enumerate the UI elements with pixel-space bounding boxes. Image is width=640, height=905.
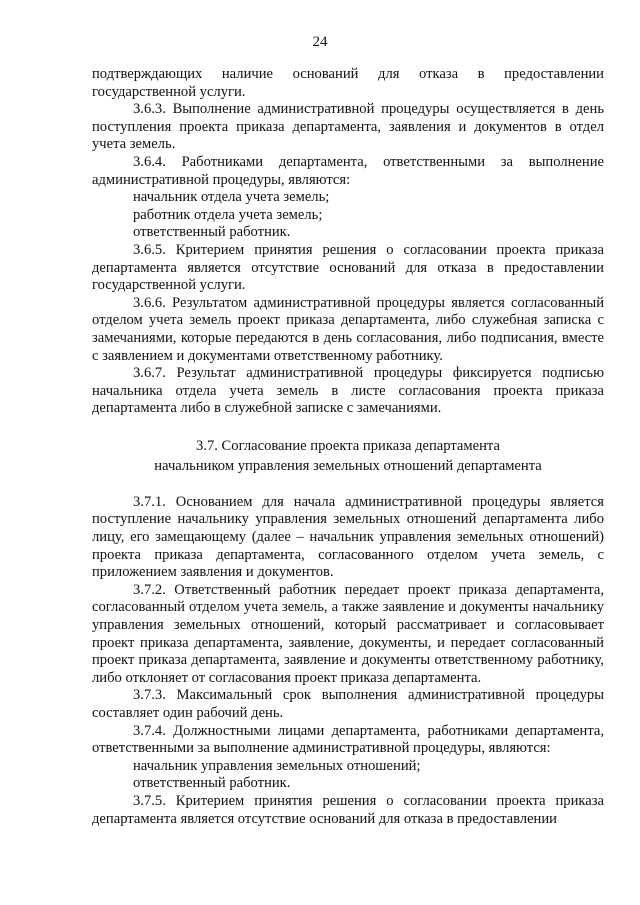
section-heading-3-7	[92, 436, 604, 476]
section-heading-line-1: 3.7. Согласование проекта приказа департамента	[196, 437, 500, 454]
paragraph-continuation: подтверждающих наличие оснований для отказа в предоставлении государственной услуги.	[92, 66, 604, 100]
list-item: работник отдела учета земель;	[133, 206, 323, 223]
document-body	[92, 66, 604, 828]
paragraph-3-6-6: 3.6.6. Результатом административной процедуры является согласованный отделом учета земель проект приказа департамента, либо служебная записка с замечаниями, которые передаются в день согласования, либо подписания, вместе с заявлением и документами ответственному работнику.	[92, 294, 604, 364]
paragraph-3-6-7: 3.6.7. Результат административной процедуры фиксируется подписью начальника отдела учета земель в листе согласования проекта приказа департамента либо в служебной записке с замечаниями.	[92, 365, 604, 417]
paragraph-3-7-3: 3.7.3. Максимальный срок выполнения административной процедуры составляет один рабочий день.	[92, 687, 604, 721]
list-item: ответственный работник.	[133, 224, 291, 241]
paragraph-3-6-4: 3.6.4. Работниками департамента, ответственными за выполнение административной процедуры, являются:	[92, 153, 604, 188]
paragraph-3-7-4: 3.7.4. Должностными лицами департамента, работниками департамента, ответственными за выполнение административной процедуры, являются:	[92, 722, 604, 757]
list-item: ответственный работник.	[133, 775, 291, 792]
paragraph-3-6-3: 3.6.3. Выполнение административной процедуры осуществляется в день поступления проекта приказа департамента, заявления и документов в отдел учета земель.	[92, 101, 604, 153]
paragraph-3-7-2: 3.7.2. Ответственный работник передает проект приказа департамента, согласованный отделом учета земель, а также заявление и документы начальнику управления земельных отношений, который рассматривает и согласовывает проект приказа департамента, заявление, документы, и передает согласованный проект приказа департамента, заявление и документы ответственному работнику, либо отклоняет от согласования проект приказа департамента.	[92, 581, 604, 686]
section-3-7-text	[92, 494, 604, 828]
section-3-6-text	[92, 66, 604, 418]
paragraph-3-7-5: 3.7.5. Критерием принятия решения о согласовании проекта приказа департамента является отсутствие оснований для отказа в предоставлении	[92, 792, 604, 827]
page-number: 24	[312, 34, 328, 50]
list-item: начальник управления земельных отношений;	[133, 757, 421, 774]
paragraph-3-7-1: 3.7.1. Основанием для начала административной процедуры является поступление начальнику управления земельных отношений департамента либо лицу, его замещающему (далее – начальник управления земельных отношений) проекта приказа департамента, согласованного отделом учета земель, с приложением заявления и документов.	[92, 493, 604, 581]
section-heading-line-2: начальником управления земельных отношений департамента	[154, 457, 542, 474]
paragraph-3-6-5: 3.6.5. Критерием принятия решения о согласовании проекта приказа департамента является отсутствие оснований для отказа в предоставлении государственной услуги.	[92, 241, 604, 294]
list-item: начальник отдела учета земель;	[133, 189, 330, 206]
